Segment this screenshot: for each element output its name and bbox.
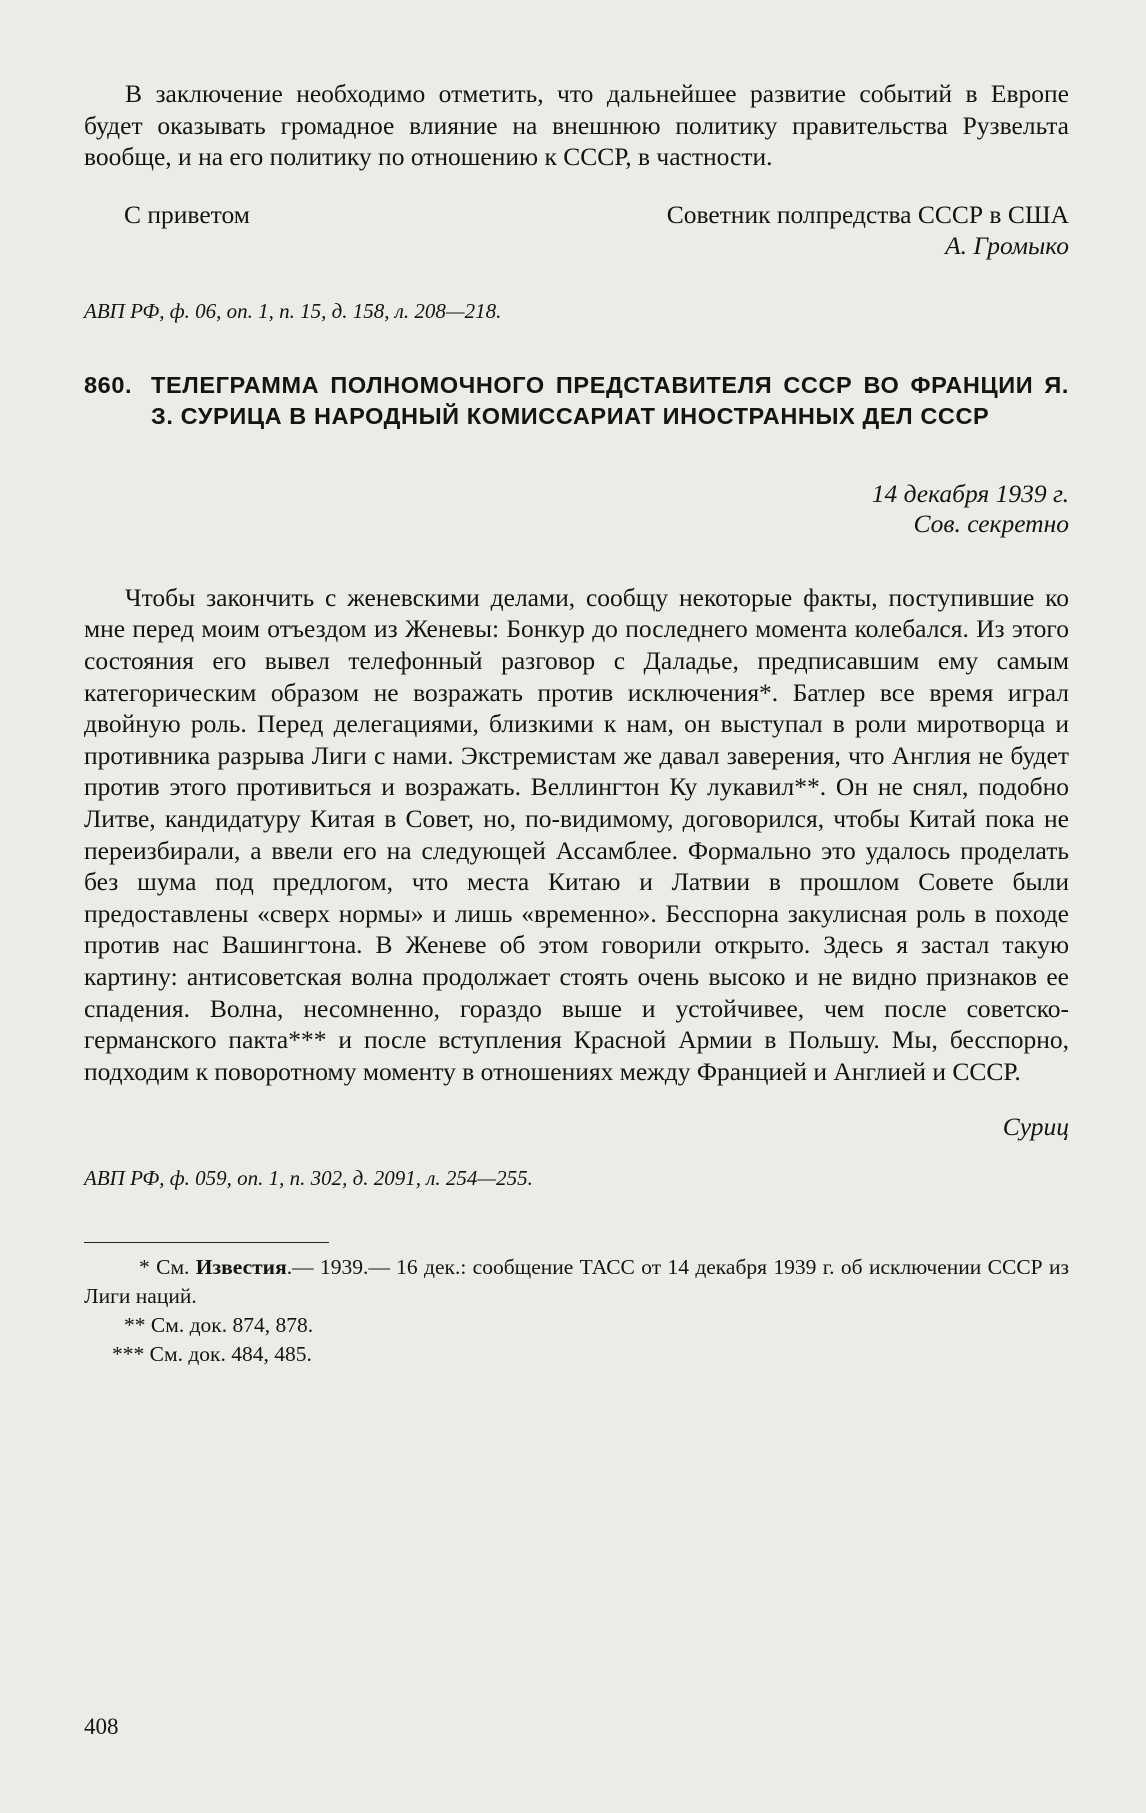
document-number: 860.	[84, 371, 133, 398]
sender-signature: А. Громыко	[945, 230, 1069, 260]
archive-reference: АВП РФ, ф. 059, оп. 1, п. 302, д. 2091, л. 254—255.	[84, 1166, 533, 1191]
telegram-signature: Суриц	[1002, 1112, 1069, 1142]
closing-greeting: С приветом	[124, 199, 250, 229]
document-page	[84, 78, 1069, 1369]
footnote-1-prefix: * См.	[139, 1255, 196, 1280]
telegram-body: Чтобы закончить с женевскими делами, сообщу некоторые факты, поступившие ко мне перед моим отъездом из Женевы: Бонкур до последнего момента колебался. Из этого состояния его вывел телефонный разговор с Даладье, предписавшим ему самым категорическим образом не возражать против исключения*. Батлер все время играл двойную роль. Перед делегациями, близкими к нам, он выступал в роли миротворца и противника разрыва Лиги с нами. Экстремистам же давал заверения, что Англия не будет против этого противиться и возражать. Веллингтон Ку лукавил**. Он не снял, подобно Литве, кандидатуру Китая в Совет, но, по-видимому, договорился, чтобы Китай пока не переизбирали, а ввели его на следующей Ассамблее. Формально это удалось проделать без шума под предлогом, что места Китаю и Латвии в прошлом Совете были предоставлены «сверх нормы» и лишь «временно». Бесспорна закулисная роль в походе против нас Вашингтона. В Женеве об этом говорили открыто. Здесь я застал такую картину: антисоветская волна продолжает стоять очень высоко и не видно признаков ее спадения. Волна, несомненно, гораздо выше и устойчивее, чем после советско-германского пакта*** и после вступления Красной Армии в Польшу. Мы, бесспорно, подходим к поворотному моменту в отношениях между Францией и Англией и СССР.	[84, 582, 1069, 1086]
top-paragraph: В заключение необходимо отметить, что дальнейшее развитие событий в Европе будет оказывать громадное влияние на внешнюю политику правительства Рузвельта вообще, и на его политику по отношению к СССР, в частности.	[84, 79, 1069, 172]
footnote-1-rest: .— 1939.— 16 дек.: сообщение ТАСС от 14 декабря 1939 г. об исключении СССР из Лиги наций.	[84, 1255, 1069, 1309]
footnote-3: *** См. док. 484, 485.	[112, 1342, 312, 1367]
page-number: 408	[84, 1714, 119, 1739]
sender-position: Советник полпредства СССР в США	[666, 199, 1069, 229]
footnote-divider	[84, 1242, 329, 1243]
footnote-1	[84, 1253, 1069, 1311]
document-date: 14 декабря 1939 г.	[871, 478, 1069, 508]
closing-row	[84, 199, 1069, 230]
document-title: ТЕЛЕГРАММА ПОЛНОМОЧНОГО ПРЕДСТАВИТЕЛЯ СССР ВО ФРАНЦИИ Я. З. СУРИЦА В НАРОДНЫЙ КОМИССАРИАТ ИНОСТРАННЫХ ДЕЛ СССР	[151, 371, 1069, 430]
document-heading	[84, 370, 1069, 433]
archive-reference: АВП РФ, ф. 06, оп. 1, п. 15, д. 158, л. 208—218.	[84, 298, 502, 323]
footnote-1-source: Известия	[195, 1255, 287, 1280]
footnote-2: ** См. док. 874, 878.	[124, 1313, 314, 1338]
classification-mark: Сов. секретно	[913, 508, 1069, 538]
